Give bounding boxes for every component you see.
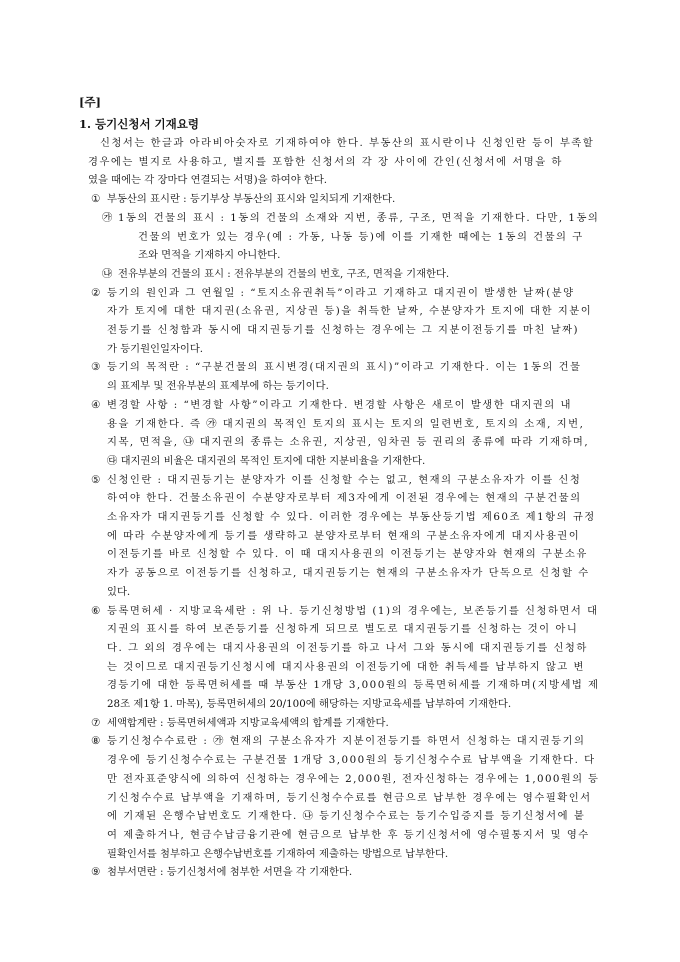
intro-line: 신청서는 한글과 아라비아숫자로 기재하여야 한다. 부동산의 표시란이나 신청인란 등이 부족할: [100, 137, 595, 149]
item-line: 등기의 원인과 그 연월일 : “토지소유권취득”이라고 기재하고 대지권이 발생한 날짜(분양: [107, 286, 575, 299]
item-line: 에 기재된 은행수납번호도 기재한다. ㉯ 등기신청수수료는 등기수입증지를 등기신청서에 붙: [107, 810, 586, 823]
item-marker: ⑦: [91, 716, 101, 729]
note-label: [주]: [79, 95, 101, 109]
item-line: 여 제출하거나, 현금수납금융기관에 현금으로 납부한 후 등기신청서에 영수필통지서 및 영수: [107, 828, 590, 841]
item-marker: ⑨: [91, 866, 101, 879]
item-line: 용을 기재한다. 즉 ㉮ 대지권의 목적인 토지의 표시는 토지의 일련번호, 토지의 소재, 지번,: [107, 417, 585, 430]
item-line: 필확인서를 첨부하고 은행수납번호를 기재하여 제출하는 방법으로 납부한다.: [107, 847, 449, 860]
item-line: 기신청수수료 납부액을 기재하며, 등기신청수수료를 현금으로 납부한 경우에는 영수필확인서: [107, 791, 592, 804]
item-marker: ③: [91, 361, 101, 374]
item-line: 등기의 목적란 : “구분건물의 표시변경(대지권의 표시)”이라고 기재한다. 이는 1동의 건물: [107, 361, 582, 374]
intro-line: 경우에는 별지로 사용하고, 별지를 포함한 신청서의 각 장 사이에 간인(신청서에 서명을 하: [88, 155, 563, 168]
section-title: 1. 등기신청서 기재요령: [79, 117, 199, 131]
item-line: 첨부서면란 : 등기신청서에 첨부한 서면을 각 기재한다.: [107, 866, 353, 879]
item-marker: ②: [91, 286, 101, 299]
item-line: 이전등기를 바로 신청할 수 있다. 이 때 대지사용권의 이전등기는 분양자와 현재의 구분소유: [107, 548, 588, 561]
item-line: 건물의 번호가 있는 경우(예 : 가동, 나동 등)에 이를 기재한 때에는 1동의 건물의 구: [138, 230, 584, 243]
item-line: 하여야 한다. 건물소유권이 수분양자로부터 제3자에게 이전된 경우에는 현재의 구분건물의: [107, 492, 582, 505]
item-marker: ①: [91, 193, 101, 206]
item-line: 의 표제부 및 전유부분의 표제부에 하는 등기이다.: [107, 380, 329, 393]
item-marker: ⑧: [91, 735, 101, 748]
item-line: 등록면허세 · 지방교육세란 : 위 나. 등기신청방법 (1)의 경우에는, 보존등기를 신청하면서 대: [107, 604, 599, 617]
item-line: 전등기를 신청함과 동시에 대지권등기를 신청하는 경우에는 그 지분이전등기를 마친 날짜): [107, 324, 580, 336]
item-line: 자가 공동으로 이전등기를 신청하고, 대지권등기는 현재의 구분소유자가 단독으로 신청할 수: [107, 567, 590, 580]
item-line: 부동산의 표시란 : 등기부상 부동산의 표시와 일치되게 기재한다.: [107, 193, 396, 206]
item-line: 소유자가 대지권등기를 신청할 수 있다. 이러한 경우에는 부동산등기법 제60조 제1항의 규정: [107, 511, 596, 523]
item-line: 만 전자표준양식에 의하여 신청하는 경우에는 2,000원, 전자신청하는 경우에는 1,000원의 등: [107, 772, 600, 785]
item-line: ㉰ 대지권의 비율은 대지권의 목적인 토지에 대한 지분비율을 기재한다.: [107, 454, 426, 467]
item-line: 1동의 건물의 표시 : 1동의 건물의 소재와 지번, 종류, 구조, 면적을 기재한다. 다만, 1동의: [118, 211, 600, 224]
item-marker: ㉮: [102, 211, 113, 224]
item-line: 전유부분의 건물의 표시 : 전유부분의 건물의 번호, 구조, 면적을 기재한다.: [118, 267, 450, 280]
item-line: 가 등기원인일자이다.: [107, 342, 204, 355]
item-line: 있다.: [107, 585, 131, 598]
item-line: 경등기에 대한 등록면허세를 때 부동산 1개당 3,000원의 등록면허세를 기재하며(지방세법 제: [107, 679, 600, 692]
intro-line: 였을 때에는 각 장마다 연결되는 서명)을 하여야 한다.: [88, 174, 328, 187]
item-line: 신청인란 : 대지권등기는 분양자가 이를 신청할 수는 없고, 현재의 구분소유자가 이를 신청: [107, 473, 582, 486]
item-line: 에 따라 수분양자에게 등기를 생략하고 분양자로부터 현재의 구분소유자에게 대지사용권이: [107, 529, 581, 542]
item-line: 지목, 면적을, ㉯ 대지권의 종류는 소유권, 지상권, 임차권 등 권리의 종류에 따라 기재하며,: [107, 436, 590, 449]
item-line: 경우에 등기신청수수료는 구분건물 1개당 3,000원의 등기신청수수료 납부액을 기재한다. 다: [107, 754, 596, 767]
item-line: 등기신청수수료란 : ㉮ 현재의 구분소유자가 지분이전등기를 하면서 신청하는 대지권등기의: [107, 735, 586, 748]
item-line: 변경할 사항 : “변경할 사항”이라고 기재한다. 변경할 사항은 새로이 발생한 대지권의 내: [107, 398, 572, 411]
item-line: 28조 제1항 1. 마목), 등록면허세의 20/100에 해당하는 지방교육세를 납부하여 기재한다.: [107, 698, 512, 710]
item-line: 세액합계란 : 등록면허세액과 지방교육세액의 합계를 기재한다.: [107, 716, 389, 729]
item-line: 지권의 표시를 하여 보존등기를 신청하게 되므로 별도로 대지권등기를 신청하는 것이 아니: [107, 623, 579, 636]
item-marker: ⑥: [91, 604, 101, 617]
item-marker: ④: [91, 398, 101, 411]
item-marker: ㉯: [102, 267, 113, 280]
item-line: 는 것이므로 대지권등기신청시에 대지사용권의 이전등기에 대한 취득세를 납부하지 않고 변: [107, 660, 585, 673]
item-line: 다. 그 외의 경우에는 대지사용권의 이전등기를 하고 나서 그와 동시에 대지권등기를 신청하: [107, 641, 588, 654]
item-marker: ⑤: [91, 473, 101, 486]
item-line: 조와 면적을 기재하지 아니한다.: [138, 249, 281, 262]
item-line: 자가 토지에 대한 대지권(소유권, 지상권 등)을 취득한 날짜, 수분양자가 토지에 대한 지분이: [107, 305, 593, 318]
